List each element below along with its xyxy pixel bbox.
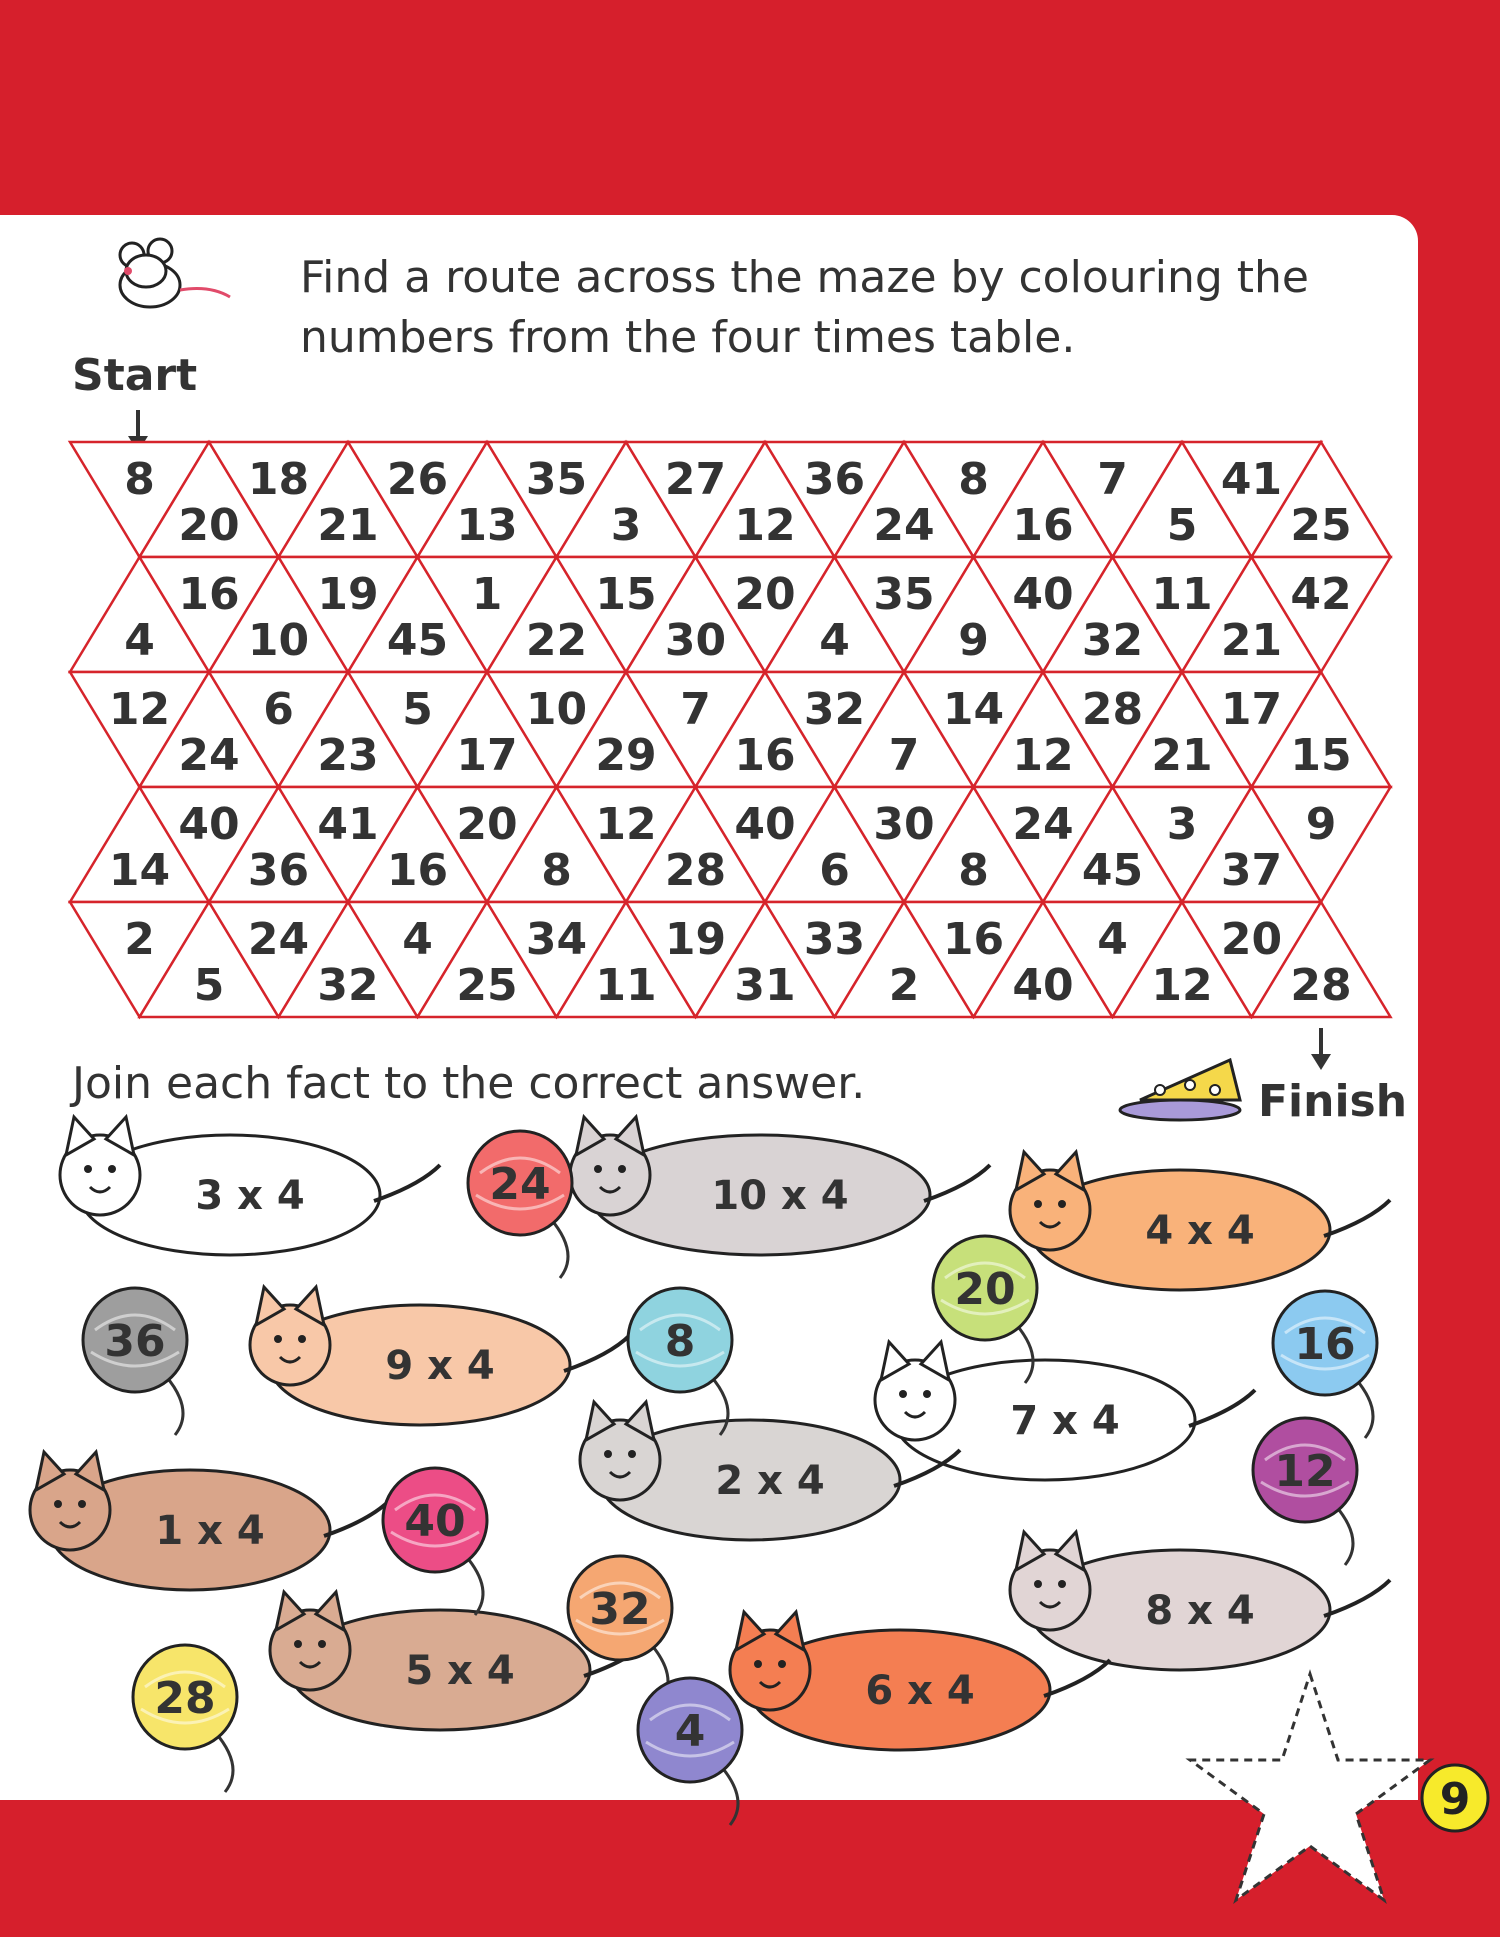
join-instructions: Join each fact to the correct answer. xyxy=(72,1058,866,1109)
maze-number: 4 xyxy=(1097,913,1128,965)
maze-number: 20 xyxy=(456,798,518,850)
maze-number: 12 xyxy=(734,499,796,551)
maze-number: 41 xyxy=(1220,453,1283,505)
maze-number: 5 xyxy=(402,683,433,735)
maze-number: 34 xyxy=(525,913,588,965)
finish-label: Finish xyxy=(1258,1076,1408,1127)
maze-number: 31 xyxy=(734,959,796,1011)
maze-number: 13 xyxy=(456,499,518,551)
maze-number: 12 xyxy=(108,683,171,735)
maze-number: 12 xyxy=(595,798,657,850)
maze-number: 6 xyxy=(819,844,850,896)
instructions: Find a route across the maze by colouring the numbers from the four times table. xyxy=(300,252,1309,363)
maze-number: 40 xyxy=(178,798,240,850)
maze-number: 7 xyxy=(680,683,711,735)
maze-number: 24 xyxy=(178,729,240,781)
answer-value: 28 xyxy=(154,1673,216,1724)
maze-number: 16 xyxy=(734,729,796,781)
maze-number: 1 xyxy=(471,568,503,620)
maze-number: 22 xyxy=(525,614,588,666)
answer-value: 20 xyxy=(954,1264,1016,1315)
fact-label: 1 x 4 xyxy=(155,1508,265,1554)
maze-number: 8 xyxy=(124,453,155,505)
maze-number: 11 xyxy=(595,959,657,1011)
maze-number: 12 xyxy=(1151,959,1213,1011)
cat-fact[interactable] xyxy=(250,1287,630,1425)
fact-label: 8 x 4 xyxy=(1145,1588,1255,1634)
maze-number: 24 xyxy=(873,499,935,551)
maze-number: 45 xyxy=(386,614,449,666)
maze-number: 40 xyxy=(1012,959,1074,1011)
maze-number: 17 xyxy=(1220,683,1283,735)
yarn-ball-answer[interactable] xyxy=(1273,1291,1377,1438)
maze-number: 10 xyxy=(525,683,588,735)
fact-label: 3 x 4 xyxy=(195,1173,305,1219)
answer-value: 24 xyxy=(489,1159,551,1210)
maze-number: 3 xyxy=(610,499,642,551)
maze-number: 37 xyxy=(1220,844,1283,896)
yarn-ball-answer[interactable] xyxy=(133,1645,237,1792)
maze-number: 14 xyxy=(942,683,1005,735)
maze-number: 35 xyxy=(873,568,935,620)
fact-label: 2 x 4 xyxy=(715,1458,825,1504)
fact-label: 4 x 4 xyxy=(1145,1208,1255,1254)
maze-number: 40 xyxy=(1012,568,1074,620)
fact-label: 7 x 4 xyxy=(1010,1398,1120,1444)
maze-number: 25 xyxy=(456,959,518,1011)
maze-number: 30 xyxy=(664,614,727,666)
maze-number: 42 xyxy=(1290,568,1352,620)
maze-number: 12 xyxy=(1012,729,1074,781)
maze-number: 30 xyxy=(873,798,935,850)
maze-number: 32 xyxy=(1081,614,1144,666)
maze-number: 36 xyxy=(247,844,310,896)
maze-number: 6 xyxy=(263,683,294,735)
maze-number: 2 xyxy=(124,913,155,965)
maze-number: 24 xyxy=(247,913,310,965)
maze-number: 28 xyxy=(1290,959,1352,1011)
maze-number: 16 xyxy=(178,568,240,620)
maze-number: 17 xyxy=(456,729,518,781)
maze-number: 20 xyxy=(178,499,240,551)
maze-number: 10 xyxy=(247,614,310,666)
answer-value: 40 xyxy=(404,1496,466,1547)
maze-number: 35 xyxy=(525,453,588,505)
maze-number: 3 xyxy=(1166,798,1198,850)
maze-number: 28 xyxy=(664,844,727,896)
maze-number: 19 xyxy=(664,913,727,965)
cat-fact[interactable] xyxy=(1010,1532,1390,1670)
cat-fact[interactable] xyxy=(570,1117,990,1255)
answer-value: 12 xyxy=(1274,1446,1336,1497)
maze-number: 40 xyxy=(734,798,796,850)
maze-number: 33 xyxy=(803,913,866,965)
maze-number: 9 xyxy=(958,614,989,666)
maze-number: 5 xyxy=(1166,499,1198,551)
cat-fact[interactable] xyxy=(1010,1152,1390,1290)
yarn-string-icon xyxy=(1335,1505,1353,1565)
maze-number: 20 xyxy=(734,568,796,620)
cat-fact[interactable] xyxy=(875,1342,1255,1480)
yarn-string-icon xyxy=(165,1375,183,1435)
maze-number: 18 xyxy=(247,453,310,505)
maze-number: 28 xyxy=(1081,683,1144,735)
answer-value: 32 xyxy=(589,1584,651,1635)
maze-number: 25 xyxy=(1290,499,1352,551)
fact-label: 6 x 4 xyxy=(865,1668,975,1714)
yarn-string-icon xyxy=(550,1218,568,1278)
fact-label: 10 x 4 xyxy=(711,1173,849,1219)
maze-number: 11 xyxy=(1151,568,1213,620)
maze-number: 21 xyxy=(1220,614,1283,666)
maze-number: 24 xyxy=(1012,798,1074,850)
maze-number: 4 xyxy=(402,913,433,965)
yarn-ball-answer[interactable] xyxy=(1253,1418,1357,1565)
page-number: 9 xyxy=(1439,1774,1471,1825)
answer-value: 36 xyxy=(104,1316,166,1367)
maze-number: 19 xyxy=(317,568,379,620)
maze-number: 21 xyxy=(1151,729,1213,781)
maze-number: 16 xyxy=(386,844,449,896)
yarn-ball-answer[interactable] xyxy=(468,1131,572,1278)
maze-number: 21 xyxy=(317,499,379,551)
maze-number: 7 xyxy=(888,729,920,781)
answer-value: 8 xyxy=(664,1316,696,1367)
maze-number: 8 xyxy=(541,844,572,896)
cat-fact[interactable] xyxy=(60,1117,440,1255)
yarn-string-icon xyxy=(720,1765,738,1825)
yarn-string-icon xyxy=(465,1555,483,1615)
yarn-ball-answer[interactable] xyxy=(383,1468,487,1615)
maze-number: 36 xyxy=(803,453,866,505)
maze-number: 7 xyxy=(1097,453,1128,505)
maze-number: 8 xyxy=(958,453,989,505)
yarn-ball-answer[interactable] xyxy=(83,1288,187,1435)
maze-number: 23 xyxy=(317,729,379,781)
maze-number: 26 xyxy=(386,453,449,505)
maze-number: 4 xyxy=(124,614,155,666)
yarn-string-icon xyxy=(215,1732,233,1792)
maze-number: 27 xyxy=(664,453,727,505)
fact-label: 9 x 4 xyxy=(385,1343,495,1389)
maze-number: 15 xyxy=(595,568,657,620)
maze-number: 41 xyxy=(317,798,379,850)
maze-number: 8 xyxy=(958,844,989,896)
maze-number: 20 xyxy=(1220,913,1283,965)
maze-number: 4 xyxy=(819,614,850,666)
maze-number: 5 xyxy=(193,959,225,1011)
cat-fact[interactable] xyxy=(30,1452,390,1590)
yarn-string-icon xyxy=(1355,1378,1373,1438)
yarn-ball-answer[interactable] xyxy=(638,1678,742,1825)
maze-number: 9 xyxy=(1305,798,1337,850)
maze-number: 29 xyxy=(595,729,657,781)
maze-number: 2 xyxy=(888,959,920,1011)
answer-value: 16 xyxy=(1294,1319,1356,1370)
answer-value: 4 xyxy=(674,1706,706,1757)
maze-number: 16 xyxy=(1012,499,1074,551)
maze-number: 32 xyxy=(317,959,379,1011)
maze-number: 14 xyxy=(108,844,171,896)
fact-label: 5 x 4 xyxy=(405,1648,515,1694)
maze-number: 45 xyxy=(1081,844,1144,896)
maze-number: 16 xyxy=(942,913,1005,965)
start-label: Start xyxy=(72,350,198,401)
maze-number: 32 xyxy=(803,683,866,735)
maze-number: 15 xyxy=(1290,729,1352,781)
